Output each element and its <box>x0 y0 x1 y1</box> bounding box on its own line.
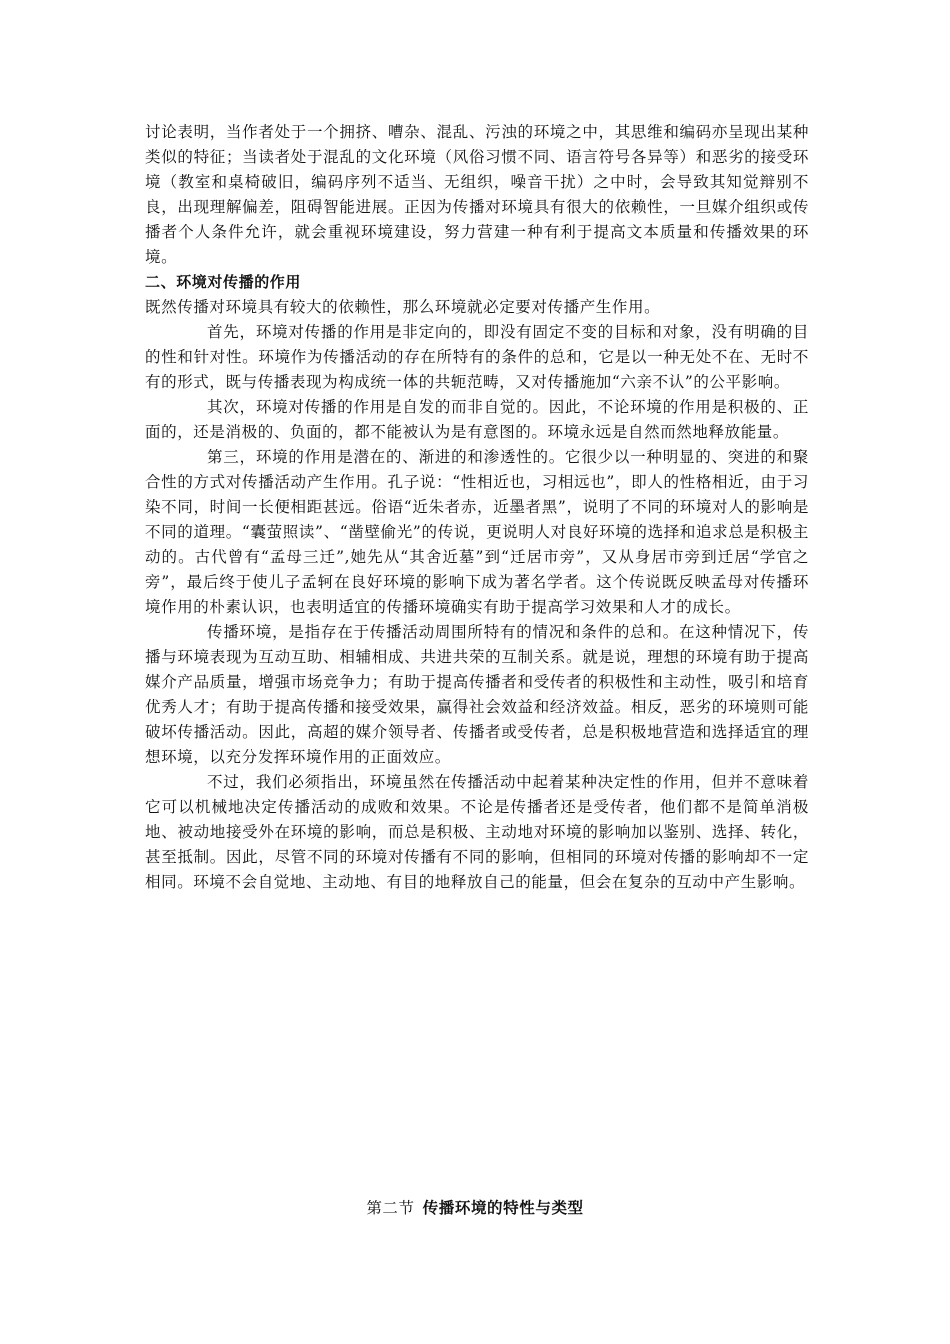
document-body <box>145 120 809 895</box>
paragraph: 不过，我们必须指出，环境虽然在传播活动中起着某种决定性的作用，但并不意味着它可以机械地决定传播活动的成败和效果。不论是传播者还是受传者，他们都不是简单消极地、被动地接受外在环境的影响，而总是积极、主动地对环境的影响加以鉴别、选择、转化，甚至抵制。因此，尽管不同的环境对传播有不同的影响，但相同的环境对传播的影响却不一定相同。环境不会自觉地、主动地、有目的地释放自己的能量，但会在复杂的互动中产生影响。 <box>145 773 809 891</box>
paragraph-continued: 讨论表明，当作者处于一个拥挤、嘈杂、混乱、污浊的环境之中，其思维和编码亦呈现出某种类似的特征；当读者处于混乱的文化环境（风俗习惯不同、语言符号各异等）和恶劣的接受环境（教室和桌椅破旧，编码序列不适当、无组织，噪音干扰）之中时，会导致其知觉辩别不良，出现理解偏差，阻碍智能进展。正因为传播对环境具有很大的依赖性，一旦媒介组织或传播者个人条件允许，就会重视环境建设，努力营建一种有利于提高文本质量和传播效果的环境。 <box>145 123 809 266</box>
paragraph: 传播环境，是指存在于传播活动周围所特有的情况和条件的总和。在这种情况下，传播与环境表现为互动互助、相辅相成、共进共荣的互制关系。就是说，理想的环境有助于提高媒介产品质量，增强市场竞争力；有助于提高传播者和受传者的积极性和主动性，吸引和培育优秀人才；有助于提高传播和接受效果，赢得社会效益和经济效益。相反，恶劣的环境则可能破坏传播活动。因此，高超的媒介领导者、传播者或受传者，总是积极地营造和选择适宜的理想环境，以充分发挥环境作用的正面效应。 <box>145 623 809 766</box>
paragraph: 第三，环境的作用是潜在的、渐进的和渗透性的。它很少以一种明显的、突进的和聚合性的方式对传播活动产生作用。孔子说：“性相近也，习相远也”，即人的性格相近，由于习染不同，时间一长便相距甚远。俗语“近朱者赤，近墨者黑”，说明了不同的环境对人的影响是不同的道理。“囊萤照读”、“凿壁偷光”的传说，更说明人对良好环境的选择和追求总是积极主动的。古代曾有“孟母三迁”,她先从“其舍近墓”到“迁居市旁”，又从身居市旁到迁居“学官之旁”，最后终于使儿子孟轲在良好环境的影响下成为著名学者。这个传说既反映孟母对传播环境作用的朴素认识，也表明适宜的传播环境确实有助于提高学习效果和人才的成长。 <box>145 448 809 616</box>
section-number: 第二节 <box>366 1199 415 1217</box>
paragraph: 其次，环境对传播的作用是自发的而非自觉的。因此，不论环境的作用是积极的、正面的，还是消极的、负面的，都不能被认为是有意图的。环境永远是自然而然地释放能量。 <box>145 398 809 441</box>
section-title <box>0 1196 950 1218</box>
subheading: 二、环境对传播的作用 <box>145 273 302 291</box>
paragraph-intro: 既然传播对环境具有较大的依赖性，那么环境就必定要对传播产生作用。 <box>145 298 661 316</box>
paragraph: 首先，环境对传播的作用是非定向的，即没有固定不变的目标和对象，没有明确的目的性和针对性。环境作为传播活动的存在所特有的条件的总和，它是以一种无处不在、无时不有的形式，既与传播表现为构成统一体的共轭范畴，又对传播施加“六亲不认”的公平影响。 <box>145 323 809 391</box>
section-name: 传播环境的特性与类型 <box>422 1199 584 1217</box>
